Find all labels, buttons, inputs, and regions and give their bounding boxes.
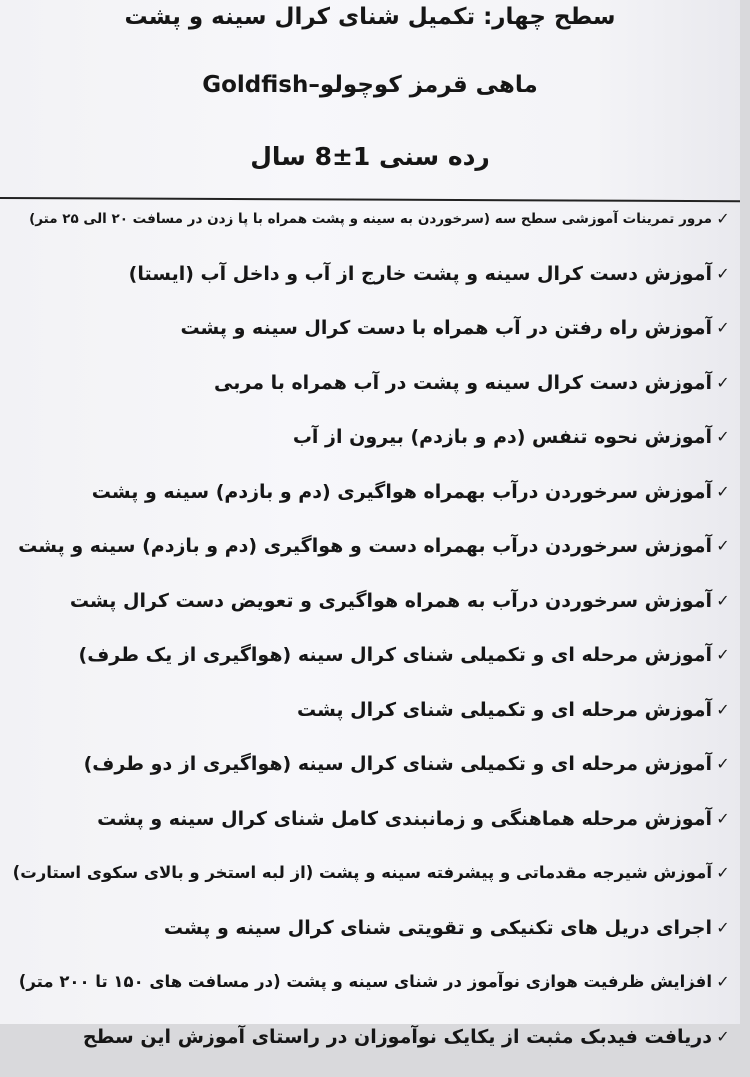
list-item [4,205,732,260]
list-item [4,859,732,914]
list-item [4,968,732,1023]
list-item-text: آموزش سرخوردن درآب به همراه هواگیری و تعویض دست کرال پشت [70,587,714,615]
checkmark-icon: ✓ [714,859,732,887]
list-item-text: اجرای دریل های تکنیکی و تقویتی شنای کرال سینه و پشت [164,914,714,942]
list-item-text: آموزش مرحله ای و تکمیلی شنای کرال پشت [297,696,714,724]
list-item [4,478,732,533]
list-item-text: آموزش دست کرال سینه و پشت در آب همراه با مربی [214,369,714,397]
list-item [4,423,732,478]
list-item-text: افزایش ظرفیت هوازی نوآموز در شنای سینه و پشت (در مسافت های ۱۵۰ تا ۲۰۰ متر) [19,968,714,996]
list-item-text: آموزش راه رفتن در آب همراه با دست کرال سینه و پشت [180,314,714,342]
curriculum-list [4,205,732,1077]
list-item-text: آموزش سرخوردن درآب بهمراه دست و هواگیری (دم و بازدم) سینه و پشت [18,532,714,560]
list-item-text: آموزش مرحله ای و تکمیلی شنای کرال سینه (هواگیری از دو طرف) [84,750,714,778]
level-title: سطح چهار: تکمیل شنای کرال سینه و پشت [0,2,740,32]
checkmark-icon: ✓ [714,587,732,615]
list-item [4,1023,732,1077]
list-item-text: مرور تمرینات آموزشی سطح سه (سرخوردن به سینه و پشت همراه با پا زدن در مسافت ۲۰ الی ۲۵ متر) [29,205,714,233]
document-header [0,0,740,196]
list-item [4,641,732,696]
list-item [4,532,732,587]
list-item [4,805,732,860]
checkmark-icon: ✓ [714,914,732,942]
checkmark-icon: ✓ [714,1023,732,1051]
checkmark-icon: ✓ [714,805,732,833]
list-item [4,750,732,805]
checkmark-icon: ✓ [714,750,732,778]
checkmark-icon: ✓ [714,641,732,669]
checkmark-icon: ✓ [714,478,732,506]
checkmark-icon: ✓ [714,968,732,996]
list-item-text: آموزش مرحله هماهنگی و زمانبندی کامل شنای کرال سینه و پشت [97,805,714,833]
checkmark-icon: ✓ [714,532,732,560]
group-name: ماهی قرمز کوچولو–Goldfish [0,70,740,100]
list-item-text: آموزش دست کرال سینه و پشت خارج از آب و داخل آب (ایستا) [129,260,714,288]
list-item [4,260,732,315]
checkmark-icon: ✓ [714,260,732,288]
list-item-text: آموزش سرخوردن درآب بهمراه هواگیری (دم و بازدم) سینه و پشت [92,478,714,506]
list-item-text: آموزش مرحله ای و تکمیلی شنای کرال سینه (هواگیری از یک طرف) [79,641,714,669]
checkmark-icon: ✓ [714,314,732,342]
list-item [4,696,732,751]
list-item [4,914,732,969]
checkmark-icon: ✓ [714,423,732,451]
checkmark-icon: ✓ [714,205,732,233]
list-item-text: آموزش نحوه تنفس (دم و بازدم) بیرون از آب [293,423,714,451]
age-range: رده سنی 1±8 سال [0,142,740,172]
list-item-text: دریافت فیدبک مثبت از یکایک نوآموزان در راستای آموزش این سطح [83,1023,714,1051]
list-item [4,369,732,424]
checkmark-icon: ✓ [714,369,732,397]
list-item [4,587,732,642]
list-item-text: آموزش شیرجه مقدماتی و پیشرفته سینه و پشت (از لبه استخر و بالای سکوی استارت) [13,859,714,887]
header-divider [0,197,740,202]
checkmark-icon: ✓ [714,696,732,724]
list-item [4,314,732,369]
